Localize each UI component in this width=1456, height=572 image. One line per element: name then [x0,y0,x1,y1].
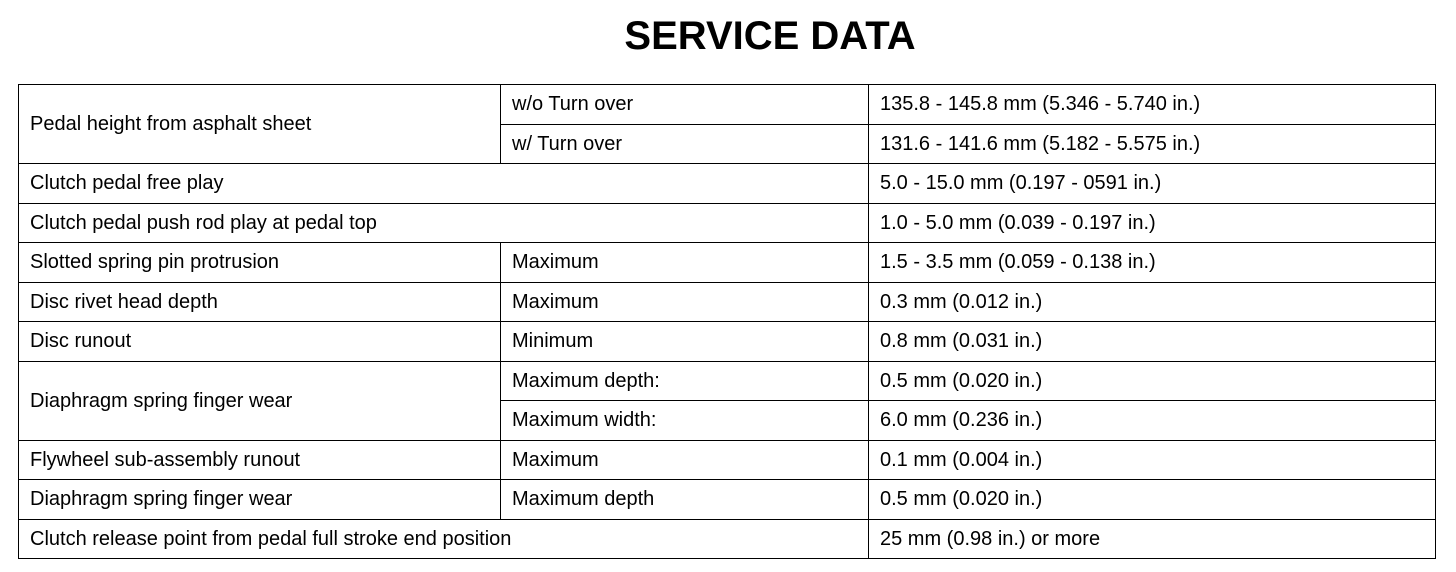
item-cell: Clutch pedal free play [19,164,869,204]
page-title: SERVICE DATA [624,14,916,58]
table-row [19,243,1436,283]
condition-cell: w/o Turn over [501,85,869,125]
value-cell: 0.3 mm (0.012 in.) [869,282,1436,322]
condition-cell: Maximum [501,440,869,480]
condition-cell: Maximum [501,243,869,283]
table-row [19,361,1436,401]
value-cell: 1.0 - 5.0 mm (0.039 - 0.197 in.) [869,203,1436,243]
table-row [19,164,1436,204]
condition-cell: Minimum [501,322,869,362]
service-data-table [18,84,1436,559]
value-cell: 131.6 - 141.6 mm (5.182 - 5.575 in.) [869,124,1436,164]
value-cell: 135.8 - 145.8 mm (5.346 - 5.740 in.) [869,85,1436,125]
item-cell: Diaphragm spring finger wear [19,361,501,440]
value-cell: 0.5 mm (0.020 in.) [869,480,1436,520]
item-cell: Slotted spring pin protrusion [19,243,501,283]
value-cell: 1.5 - 3.5 mm (0.059 - 0.138 in.) [869,243,1436,283]
item-cell: Diaphragm spring finger wear [19,480,501,520]
table-row [19,85,1436,125]
item-cell: Clutch pedal push rod play at pedal top [19,203,869,243]
value-cell: 0.1 mm (0.004 in.) [869,440,1436,480]
condition-cell: Maximum depth [501,480,869,520]
condition-cell: w/ Turn over [501,124,869,164]
table-row [19,282,1436,322]
condition-cell: Maximum depth: [501,361,869,401]
table-row [19,322,1436,362]
value-cell: 0.5 mm (0.020 in.) [869,361,1436,401]
value-cell: 6.0 mm (0.236 in.) [869,401,1436,441]
table-row [19,440,1436,480]
table-row [19,480,1436,520]
value-cell: 0.8 mm (0.031 in.) [869,322,1436,362]
item-cell: Clutch release point from pedal full stroke end position [19,519,869,559]
item-cell: Disc rivet head depth [19,282,501,322]
value-cell: 5.0 - 15.0 mm (0.197 - 0591 in.) [869,164,1436,204]
condition-cell: Maximum [501,282,869,322]
table-row [19,203,1436,243]
item-cell: Disc runout [19,322,501,362]
item-cell: Pedal height from asphalt sheet [19,85,501,164]
value-cell: 25 mm (0.98 in.) or more [869,519,1436,559]
condition-cell: Maximum width: [501,401,869,441]
item-cell: Flywheel sub-assembly runout [19,440,501,480]
table-row [19,519,1436,559]
